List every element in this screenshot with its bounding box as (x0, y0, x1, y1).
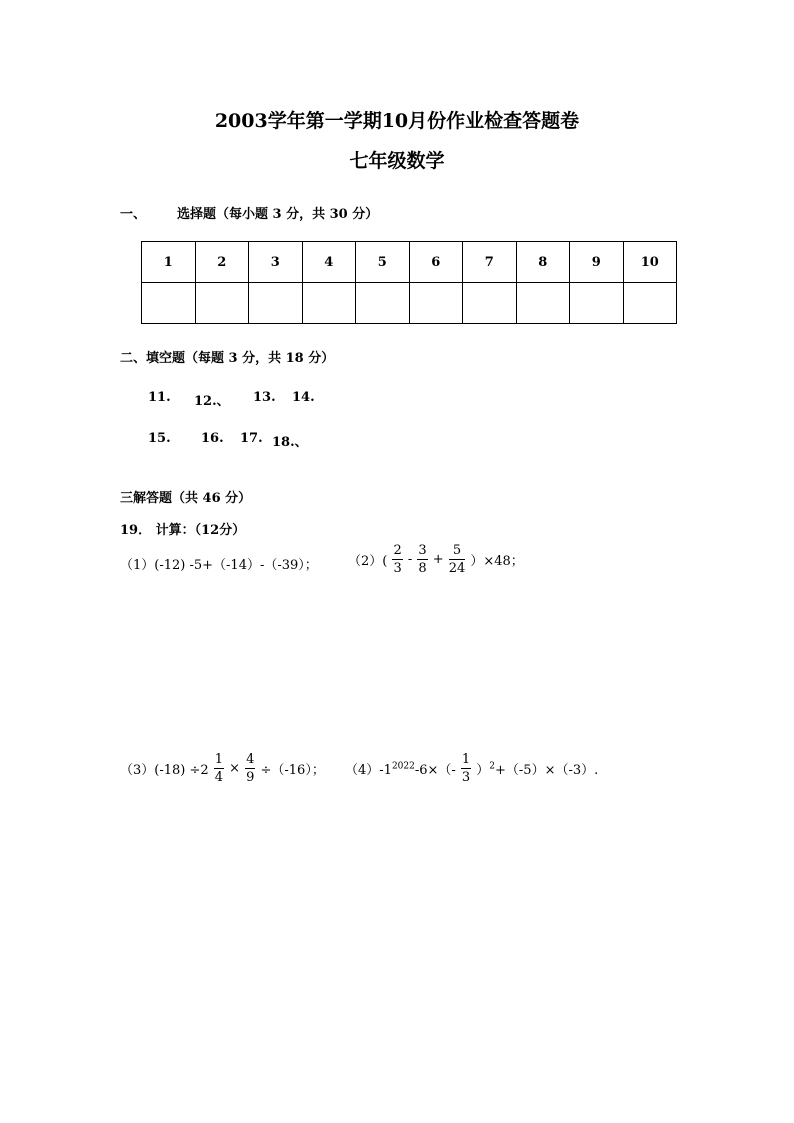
p2-operator: + (432, 552, 444, 567)
answer-cell[interactable] (623, 283, 677, 324)
section1-heading: 选择题（每小题 3 分，共 30 分） (177, 207, 379, 222)
problem-2 (348, 544, 524, 575)
p4-close-text: +（-5）×（-3）. (495, 763, 599, 778)
answer-cell[interactable] (142, 283, 196, 324)
fill-item-14: 14. (292, 390, 315, 405)
p2-f2-numerator: 3 (418, 543, 427, 558)
p3-fraction-1 (214, 753, 224, 784)
answer-cell[interactable] (302, 283, 356, 324)
p2-f1-denominator: 3 (393, 561, 402, 576)
table-header-row (142, 242, 677, 283)
table-header-cell: 1 (142, 242, 196, 283)
p3-close: ÷（-16）； (260, 763, 325, 778)
p4-exponent-2: 2 (489, 761, 496, 772)
p4-open-text: （4）-1 (345, 763, 392, 778)
answer-cell[interactable] (195, 283, 249, 324)
p2-f2-denominator: 8 (418, 561, 427, 576)
fill-item-15: 15. (148, 431, 171, 446)
table-header-cell: 4 (302, 242, 356, 283)
p2-fraction-1 (392, 544, 402, 575)
fill-item-18: 18.、 (272, 435, 308, 450)
p2-f1-numerator: 2 (393, 543, 402, 558)
question-19-heading: 19． 计算：（12分） (120, 523, 246, 538)
fill-item-12: 12.、 (194, 394, 230, 409)
answer-cell[interactable] (463, 283, 517, 324)
p2-operator: - (407, 552, 413, 567)
fill-item-17: 17. (240, 431, 263, 446)
p3-f2-numerator: 4 (246, 752, 255, 767)
p2-close: ）×48； (470, 554, 524, 569)
answer-cell[interactable] (570, 283, 624, 324)
answer-cell[interactable] (249, 283, 303, 324)
problem-1: （1）(-12) -5+（-14）-（-39）； (120, 558, 318, 573)
answer-cell[interactable] (516, 283, 570, 324)
fill-item-11: 11. (148, 390, 171, 405)
table-header-cell: 6 (409, 242, 463, 283)
table-header-cell: 9 (570, 242, 624, 283)
p4-f-numerator: 1 (461, 752, 471, 767)
p3-f1-numerator: 1 (214, 752, 224, 767)
page-subtitle: 七年级数学 (349, 150, 445, 172)
p4-f-denominator: 3 (461, 770, 471, 785)
p4-close (476, 759, 598, 778)
table-header-cell: 3 (249, 242, 303, 283)
p4-open (345, 759, 456, 778)
p3-operator: × (229, 761, 241, 776)
table-header-cell: 5 (356, 242, 410, 283)
p3-fraction-2 (245, 753, 255, 784)
problem-4 (345, 753, 598, 784)
section1-number: 一、 (120, 207, 147, 222)
table-header-cell: 10 (623, 242, 677, 283)
problem-3 (120, 753, 325, 784)
page-title: 2003学年第一学期10月份作业检查答题卷 (214, 110, 580, 132)
p4-mid-text: -6×（- (414, 763, 456, 778)
p2-f3-denominator: 24 (448, 561, 466, 576)
table-header-cell: 7 (463, 242, 517, 283)
answer-row (142, 283, 677, 324)
p4-exponent: 2022 (391, 761, 415, 772)
choice-answer-table (141, 241, 677, 324)
p2-fraction-3 (449, 544, 466, 575)
p3-open: （3）(-18) ÷2 (120, 763, 209, 778)
answer-cell[interactable] (356, 283, 410, 324)
p4-fraction (461, 753, 471, 784)
table-header-cell: 8 (516, 242, 570, 283)
table-header-cell: 2 (195, 242, 249, 283)
p3-f1-denominator: 4 (214, 770, 224, 785)
answer-cell[interactable] (409, 283, 463, 324)
p4-close-pre: ） (476, 763, 490, 778)
p3-f2-denominator: 9 (246, 770, 255, 785)
p2-f3-numerator: 5 (449, 544, 466, 560)
fill-item-13: 13. (253, 390, 276, 405)
section2-heading: 二、填空题（每题 3 分，共 18 分） (120, 351, 335, 366)
p2-open: （2）( (348, 554, 388, 569)
p2-fraction-2 (417, 544, 427, 575)
section3-heading: 三解答题（共 46 分） (120, 491, 252, 506)
fill-item-16: 16. (201, 431, 224, 446)
